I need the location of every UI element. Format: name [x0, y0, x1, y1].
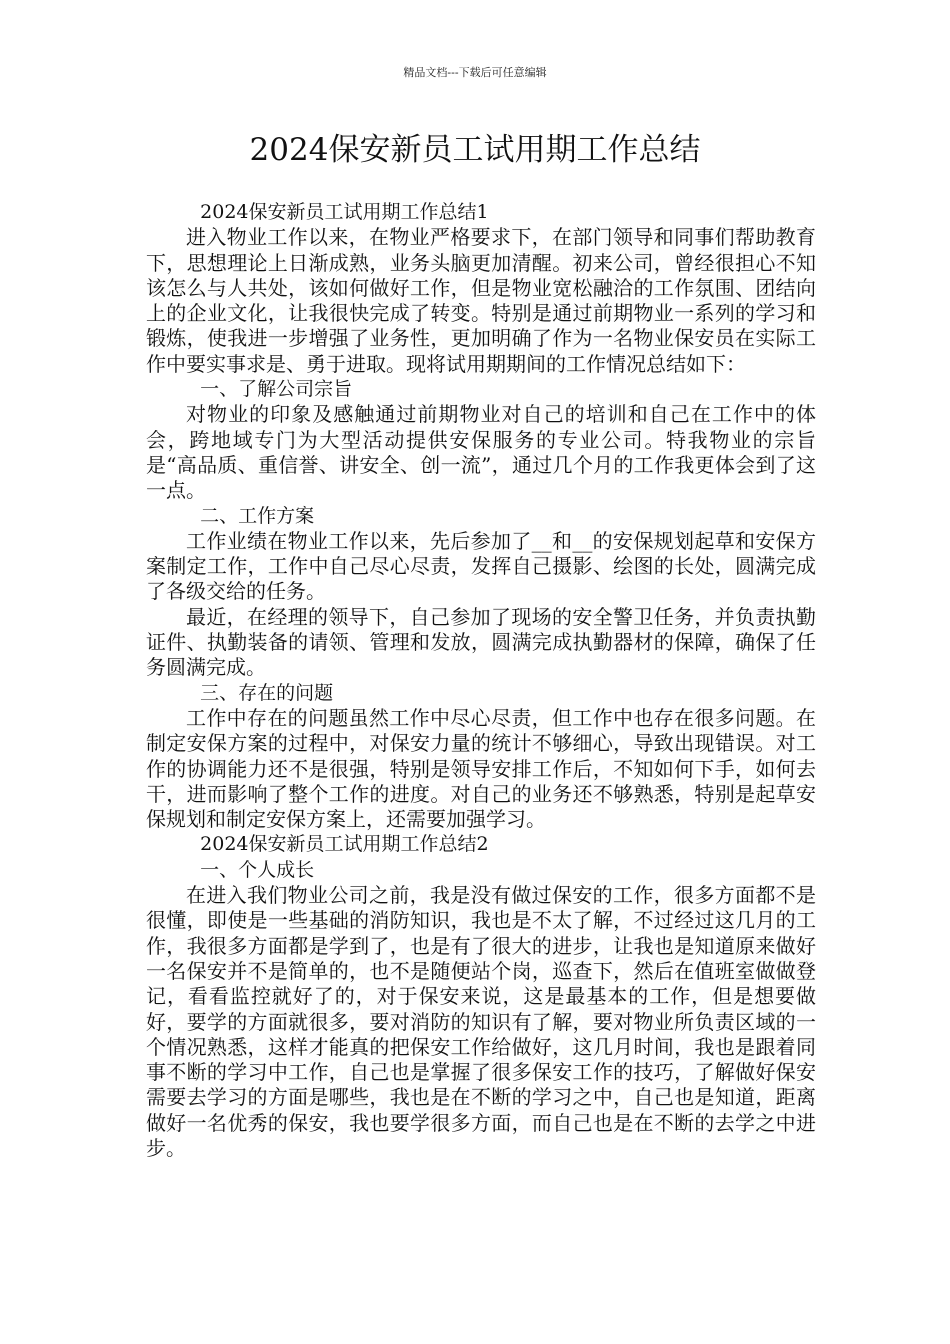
paragraph-recent-task: 最近，在经理的领导下，自己参加了现场的安全警卫任务，并负责执勤证件、执勤装备的请领、管理和发放，圆满完成执勤器材的保障，确保了任务圆满完成。 [146, 604, 816, 680]
section-heading-company-purpose: 一、了解公司宗旨 [200, 378, 353, 401]
paragraph-intro: 进入物业工作以来，在物业严格要求下，在部门领导和同事们帮助教育下，思想理论上日渐成熟，业务头脑更加清醒。初来公司，曾经很担心不知该怎么与人共处，该如何做好工作，但是物业宽松融洽的工作氛围、团结向上的企业文化，让我很快完成了转变。特别是通过前期物业一系列的学习和锻炼，使我进一步增强了业务性，更加明确了作为一名物业保安员在实际工作中要实事求是、勇于进取。现将试用期期间的工作情况总结如下： [146, 225, 816, 376]
header-note: 精品文档---下载后可任意编辑 [403, 66, 547, 79]
paragraph-work-plan: 工作业绩在物业工作以来，先后参加了__和__的安保规划起草和安保方案制定工作，工作中自己尽心尽责，发挥自己摄影、绘图的长处，圆满完成了各级交给的任务。 [146, 528, 816, 604]
paragraph-company-purpose: 对物业的印象及感触通过前期物业对自己的培训和自己在工作中的体会，跨地域专门为大型活动提供安保服务的专业公司。特我物业的宗旨是“高品质、重信誉、讲安全、创一流”，通过几个月的工作我更体会到了这一点。 [146, 402, 816, 503]
paragraph-personal-growth: 在进入我们物业公司之前，我是没有做过保安的工作，很多方面都不是很懂，即使是一些基础的消防知识，我也是不太了解，不过经过这几月的工作，我很多方面都是学到了，也是有了很大的进步，让我也是知道原来做好一名保安并不是简单的，也不是随便站个岗，巡查下，然后在值班室做做登记，看看监控就好了的，对于保安来说，这是最基本的工作，但是想要做好，要学的方面就很多，要对消防的知识有了解，要对物业所负责区域的一个情况熟悉，这样才能真的把保安工作给做好，这几月时间，我也是跟着同事不断的学习中工作，自己也是掌握了很多保安工作的技巧，了解做好保安需要去学习的方面是哪些，我也是在不断的学习之中，自己也是知道，距离做好一名优秀的保安，我也要学很多方面，而自己也是在不断的去学之中进步。 [146, 883, 816, 1160]
section-heading-personal-growth: 一、个人成长 [200, 858, 315, 881]
document-title: 2024保安新员工试用期工作总结 [249, 132, 701, 168]
paragraph-problems: 工作中存在的问题虽然工作中尽心尽责，但工作中也存在很多问题。在制定安保方案的过程中，对保安力量的统计不够细心，导致出现错误。对工作的协调能力还不是很强，特别是领导安排工作后，不知如何下手，如何去干，进而影响了整个工作的进度。对自己的业务还不够熟悉，特别是起草安保规划和制定安保方案上，还需要加强学习。 [146, 705, 816, 832]
document-body [146, 200, 816, 1161]
section-heading-summary-2: 2024保安新员工试用期工作总结2 [200, 833, 489, 856]
section-heading-problems: 三、存在的问题 [200, 681, 334, 704]
section-heading-summary-1: 2024保安新员工试用期工作总结1 [200, 201, 489, 223]
section-heading-work-plan: 二、工作方案 [200, 504, 315, 527]
